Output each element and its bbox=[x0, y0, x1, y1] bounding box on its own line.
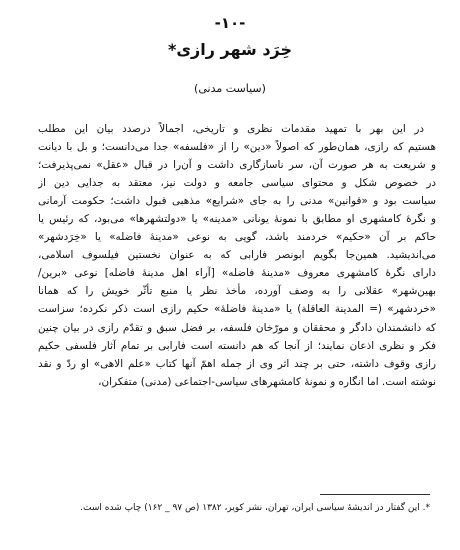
body-line: دارای نگرهٔ کامشهری معروف «مدینهٔ فاضله» [آراء اهل مدینهٔ فاضله] نوعی «برین/ bbox=[38, 267, 436, 280]
body-line: حاکم بر آن «حکیم» خردمند باشد، گویی به نوعی «مدینهٔ فاضله» یا «خِرَدشهر» bbox=[38, 231, 436, 244]
body-paragraph bbox=[38, 120, 436, 391]
body-line: در این بهر با تمهید مقدمات نظری و تاریخی، اجمالاً درصدد بیان این مطلب bbox=[38, 123, 424, 135]
body-line: بهین‌شهر» عقلانی را به وصف آورده، مأخذ نظر یا منبع تأثّر خویش را که همانا bbox=[38, 285, 436, 298]
body-line: و شریعت به هر صورت آن، سر ناسازگاری داشت و آن‌را در قبال «عقل» نمی‌پذیرفت؛ bbox=[38, 159, 436, 172]
body-line: «خردشهر» (= المدینة العاقلة) یا «مدینهٔ فاضلهٔ» حکیم رازی است ذکر نکرده؛ سزاست bbox=[38, 303, 436, 316]
body-line: سیاست بود و «قوانین» مدنی را به جای «شرایع» مذهبی قبول داشت؛ حکومت آرمانی bbox=[38, 195, 436, 208]
footnote: *. این گفتار در اندیشهٔ سیاسی ایران، تهران، نشر کویر، ۱۳۸۲ (ص ۹۷ _ ۱۶۲) چاپ شده است. bbox=[80, 503, 430, 513]
body-line: فکر و نظری اذعان نمایند؛ از آنجا که هم دانسته است فارابی بر تمام آثار فلسفی حکیم bbox=[38, 339, 436, 352]
chapter-number: -۱۰- bbox=[214, 14, 246, 32]
body-line: نوشته است. اما انگاره و نمونهٔ کامشهرهای سیاسی-اجتماعی (مدنی) متفکران، bbox=[98, 375, 436, 388]
body-line: که دانشمندان دادگر و محققان و مورّخان فلسفه، بر فضل سبق و تقدّم رازی در بیان چنین bbox=[38, 321, 436, 334]
body-line: در خصوص شکل و محتوای سیاسی جامعه و دولت نیز، معتقد به جدایی دین از bbox=[38, 177, 436, 190]
footnote-divider bbox=[320, 494, 430, 495]
body-line: رازی وقوف داشته، حتی بر چند اثر وی از جمله اهمّ آنها کتاب «علم الاهی» او ردّ و نقد bbox=[38, 357, 436, 370]
body-line: و نگرهٔ کامشهری او مطابق با نمونهٔ یونانی «مدینه» یا «دولتشهرها» می‌بود، که رئیس یا bbox=[38, 213, 436, 226]
chapter-title: خِرَد شهر رازی* bbox=[167, 40, 293, 59]
body-line: هستیم که رازی، همان‌طور که اصولاً «دین» را از «فلسفه» جدا می‌دانست؛ و بل با دیانت bbox=[38, 141, 436, 154]
body-line: می‌اندیشید. همین‌جا بگویم ابونصر فارابی که به عنوان نخستین فیلسوف اسلامی، bbox=[38, 249, 436, 262]
chapter-subtitle: (سیاست مدنی) bbox=[194, 82, 266, 95]
